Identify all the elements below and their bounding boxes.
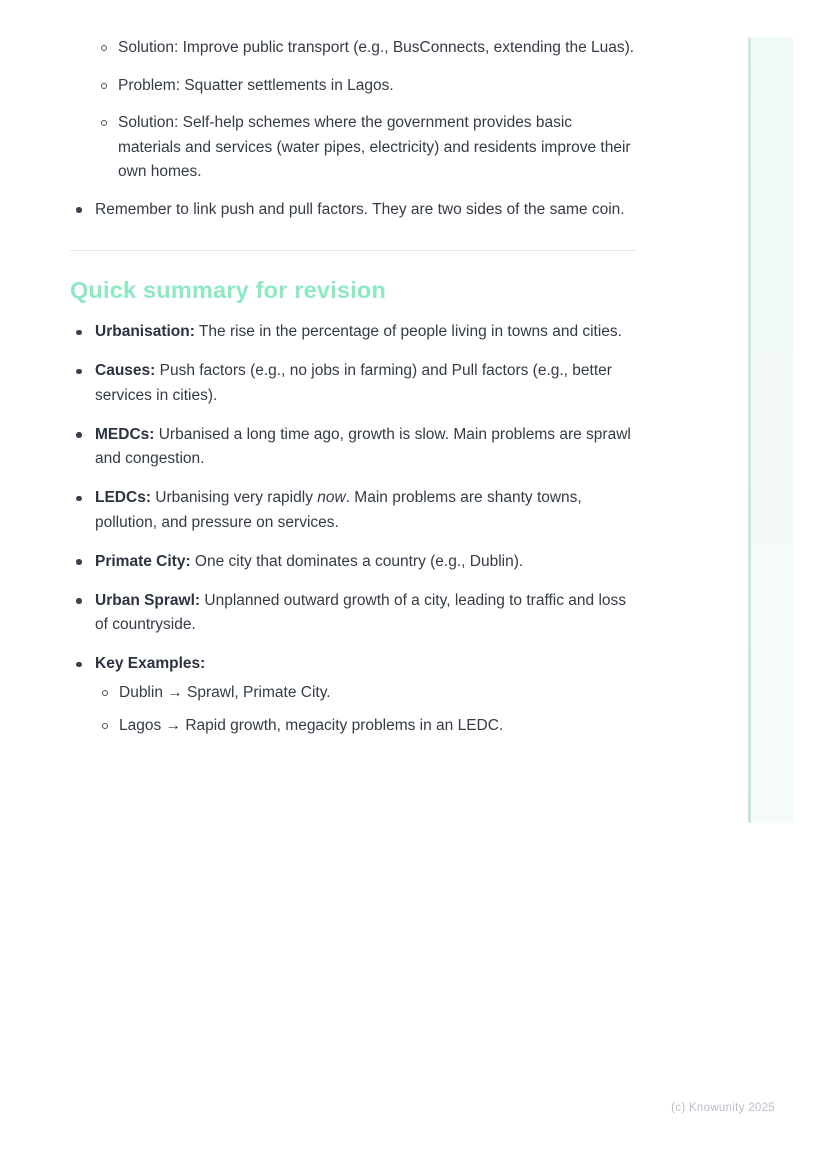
term-label: MEDCs: (95, 425, 155, 443)
problems-solutions-sublist (70, 36, 636, 185)
list-item (70, 36, 636, 61)
term-definition: Urbanised a long time ago, growth is slow. Main problems are sprawl and congestion. (95, 425, 631, 467)
disc-bullet-icon (76, 432, 82, 438)
term-definition: Push factors (e.g., no jobs in farming) and Pull factors (e.g., better services in cities). (95, 362, 612, 404)
term-definition: Unplanned outward growth of a city, leading to traffic and loss of countryside. (95, 591, 627, 633)
circle-bullet-icon (101, 45, 107, 51)
disc-bullet-icon (76, 369, 82, 375)
term-label: Key Examples: (95, 655, 206, 672)
disc-bullet-icon (76, 598, 82, 604)
term-definition: . Main problems are shanty towns, pollution, and pressure on services. (95, 489, 582, 531)
list-item-urban-sprawl (70, 589, 636, 638)
list-item-lagos-example (70, 714, 636, 739)
list-item-text: Remember to link push and pull factors. They are two sides of the same coin. (95, 200, 625, 218)
term-label: Causes: (95, 362, 156, 379)
list-item-ledcs (70, 486, 636, 535)
copyright: (c) Knowunity 2025 (671, 1102, 775, 1114)
reminder-bullet (70, 198, 636, 223)
circle-bullet-icon (102, 690, 108, 696)
term-definition: The rise in the percentage of people living in towns and cities. (194, 323, 622, 340)
term-label: LEDCs: (95, 489, 151, 506)
list-item-text: Lagos → Rapid growth, megacity problems in an LEDC. (119, 717, 504, 734)
list-item-causes (70, 359, 636, 408)
section-divider (70, 250, 636, 251)
disc-bullet-icon (76, 330, 82, 336)
accent-panel (751, 37, 793, 823)
emphasized-word: now (317, 489, 346, 506)
list-item (70, 111, 636, 185)
list-item-dublin-example (70, 681, 636, 706)
disc-bullet-icon (76, 559, 82, 565)
circle-bullet-icon (101, 120, 107, 126)
list-item-text: Solution: Self-help schemes where the government provides basic materials and services (water pipes, electricity) and residents improve their own homes. (118, 114, 631, 180)
term-label: Primate City: (95, 552, 191, 570)
circle-bullet-icon (101, 83, 107, 89)
disc-bullet-icon (76, 496, 82, 502)
circle-bullet-icon (102, 723, 108, 729)
term-definition: One city that dominates a country (e.g., Dublin). (190, 552, 524, 570)
document-content (70, 36, 636, 748)
page-edge-accent (748, 37, 793, 823)
term-label: Urban Sprawl: (95, 591, 201, 609)
list-item-urbanisation (70, 320, 636, 345)
disc-bullet-icon (76, 207, 82, 213)
term-definition: Urbanising very rapidly (150, 489, 318, 506)
list-item-key-examples (70, 652, 636, 677)
list-item (70, 74, 636, 99)
summary-list (70, 320, 636, 739)
disc-bullet-icon (76, 662, 82, 668)
list-item-medcs (70, 423, 636, 472)
list-item-text: Dublin → Sprawl, Primate City. (119, 683, 331, 701)
list-item-primate-city (70, 550, 636, 575)
key-examples-sublist (70, 681, 636, 739)
term-label: Urbanisation: (95, 323, 195, 340)
section-heading: Quick summary for revision (70, 277, 387, 303)
list-item-text: Solution: Improve public transport (e.g., BusConnects, extending the Luas). (118, 39, 635, 56)
list-item-text: Problem: Squatter settlements in Lagos. (118, 76, 394, 94)
